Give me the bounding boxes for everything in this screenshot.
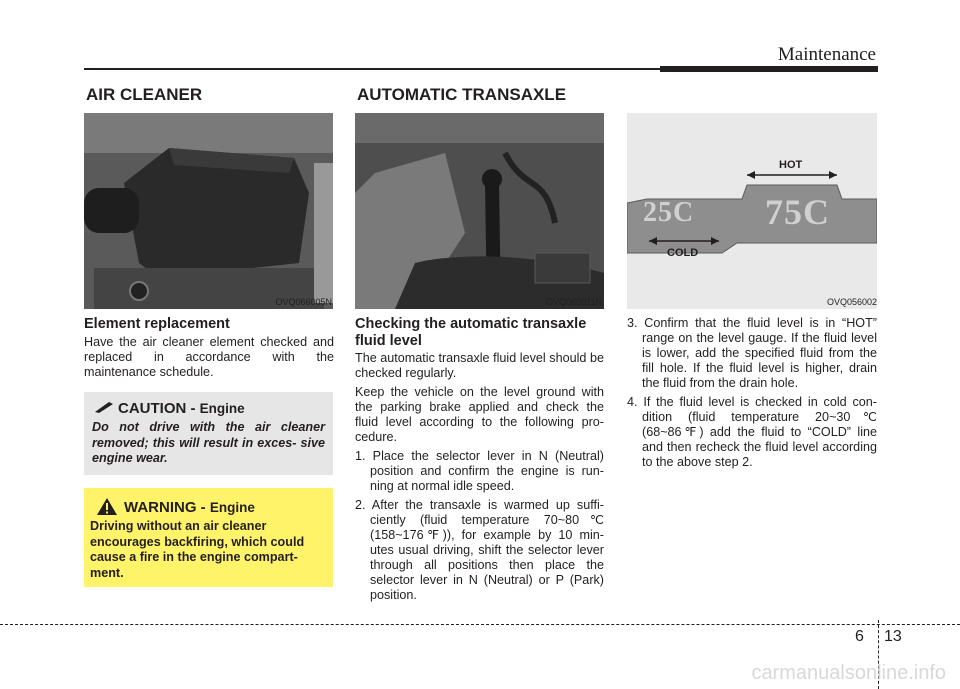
- transaxle-check-body: [355, 351, 604, 603]
- air-cleaner-photo-caption: OVQ066005N: [275, 297, 332, 307]
- warning-title: [124, 499, 255, 516]
- warning-triangle-icon: [96, 497, 118, 516]
- gauge-check-body: [627, 316, 877, 470]
- level-gauge-caption: OVQ056002: [826, 297, 877, 307]
- caution-title-label: CAUTION -: [118, 400, 200, 417]
- caution-title-suffix: Engine: [199, 401, 245, 416]
- hot-range-label: HOT: [779, 159, 803, 171]
- air-cleaner-photo: [84, 113, 333, 309]
- warning-text: Driving without an air cleaner encourages backfiring, which could cause a fire in the engine compart- ment.: [90, 519, 305, 580]
- transaxle-step-3: 3. Confirm that the fluid level is in “HOT” range on the level gauge. If the fluid level is lower, add the specified fluid from the fill hole. If the fluid level is higher, drain the fluid from the drain hole.: [627, 316, 877, 390]
- transaxle-step-4: 4. If the fluid level is checked in cold con- dition (fluid temperature 20~30℃ (68~86℉) add the fluid to “COLD” line and then recheck the fluid level according to the above step 2.: [627, 395, 877, 469]
- caution-pencil-icon: [94, 401, 114, 413]
- level-gauge-figure: [627, 113, 877, 309]
- transaxle-check-heading-line2: fluid level: [355, 333, 422, 349]
- cold-range-label: COLD: [667, 247, 699, 259]
- watermark-text: carmanualsonline.info: [751, 662, 946, 684]
- transaxle-step-1: 1. Place the selector lever in N (Neutral) position and confirm the engine is run- ning at normal idle speed.: [355, 449, 604, 493]
- element-replacement-heading: Element replacement: [84, 316, 230, 332]
- page-header-title: Maintenance: [777, 44, 876, 65]
- transaxle-check-heading-line1: Checking the automatic transaxle: [355, 316, 587, 332]
- header-rule-accent: [660, 66, 878, 72]
- gauge-stamp-75c: 75C: [765, 192, 830, 232]
- chapter-number: 6: [855, 628, 864, 645]
- caution-box: [84, 392, 333, 475]
- transaxle-procedure-paragraph: Keep the vehicle on the level ground with the parking brake applied and check the fluid level according to the following pro- cedure.: [355, 385, 604, 444]
- element-replacement-text: Have the air cleaner element checked and replaced in accordance with the maintenance schedule.: [84, 335, 334, 379]
- transaxle-photo-caption: OVQ066011N: [546, 297, 602, 307]
- transaxle-photo: [355, 113, 604, 309]
- air-cleaner-illustration: [84, 113, 333, 309]
- caution-text: Do not drive with the air cleaner removed; this will result in exces- sive engine wear.: [92, 420, 325, 465]
- footer-rule: [0, 624, 960, 625]
- warning-title-label: WARNING -: [124, 499, 210, 516]
- transaxle-illustration: [355, 113, 604, 309]
- warning-title-suffix: Engine: [209, 500, 255, 515]
- automatic-transaxle-section-title: AUTOMATIC TRANSAXLE: [357, 85, 567, 104]
- warning-box: [84, 488, 333, 587]
- transaxle-step-2: 2. After the transaxle is warmed up suffi- ciently (fluid temperature 70~80℃ (158~176℉)), for example by 10 min- utes usual driving, shift the selector lever through all positions then place the selector lever in N (Neutral) or P (Park) position.: [355, 498, 604, 602]
- header-rule: [84, 68, 660, 70]
- transaxle-intro-paragraph: The automatic transaxle fluid level should be checked regularly.: [355, 351, 604, 380]
- transaxle-check-heading: [355, 316, 605, 350]
- air-cleaner-section-title: AIR CLEANER: [86, 85, 203, 104]
- gauge-stamp-25c: 25C: [643, 197, 695, 228]
- page-number: 13: [884, 628, 902, 645]
- caution-title: [118, 400, 245, 417]
